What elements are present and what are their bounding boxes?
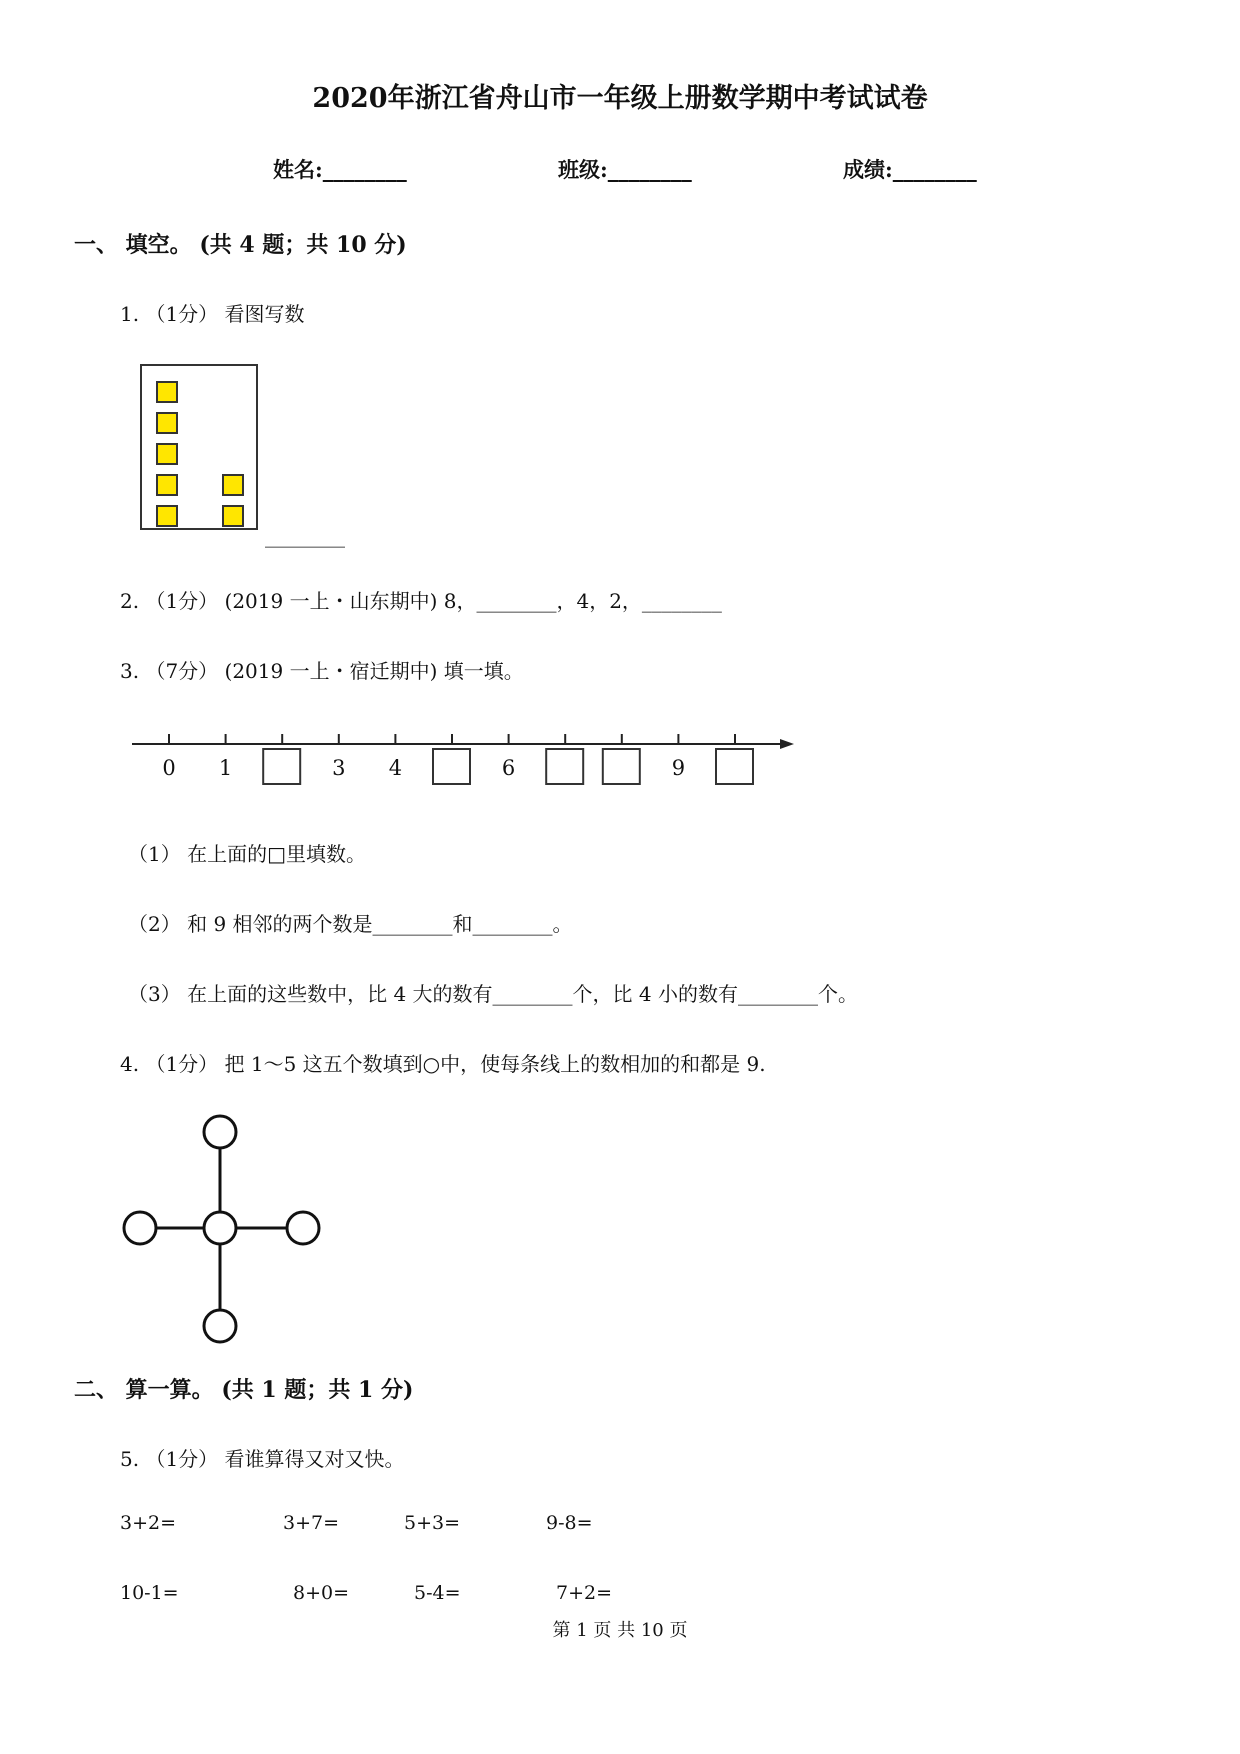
expression: 3+2= bbox=[120, 1512, 177, 1534]
question-3-sub-3: （3） 在上面的这些数中，比 4 大的数有________个，比 4 小的数有________个。 bbox=[128, 982, 858, 1006]
circle-right bbox=[287, 1212, 319, 1244]
question-1: 1. （1分） 看图写数 bbox=[120, 302, 305, 326]
number-line-figure bbox=[130, 725, 800, 795]
number-line-arrow bbox=[780, 739, 794, 749]
expression: 7+2= bbox=[556, 1582, 613, 1604]
expression: 10-1= bbox=[120, 1582, 179, 1604]
score-field-label: 成绩:________ bbox=[843, 157, 977, 182]
circle-top bbox=[204, 1116, 236, 1148]
number-line-empty-box bbox=[546, 749, 583, 784]
yellow-square bbox=[223, 506, 243, 526]
question-5: 5. （1分） 看谁算得又对又快。 bbox=[120, 1447, 405, 1471]
number-line-label: 4 bbox=[388, 756, 403, 780]
name-field-label: 姓名:________ bbox=[273, 157, 407, 182]
section-2-heading: 二、 算一算。 (共 1 题；共 1 分) bbox=[74, 1377, 414, 1403]
expression: 5+3= bbox=[404, 1512, 461, 1534]
question-3-sub-2: （2） 和 9 相邻的两个数是________和________。 bbox=[128, 912, 573, 936]
circle-bottom bbox=[204, 1310, 236, 1342]
number-line-empty-box bbox=[263, 749, 300, 784]
yellow-square bbox=[157, 444, 177, 464]
expression: 9-8= bbox=[546, 1512, 593, 1534]
expression: 5-4= bbox=[414, 1582, 461, 1604]
class-field-label: 班级:________ bbox=[558, 157, 692, 182]
number-line-label: 3 bbox=[332, 756, 346, 780]
page-footer: 第 1 页 共 10 页 bbox=[552, 1620, 688, 1641]
yellow-square bbox=[223, 475, 243, 495]
number-line-label: 0 bbox=[162, 756, 176, 780]
yellow-square bbox=[157, 413, 177, 433]
expression: 8+0= bbox=[293, 1582, 350, 1604]
yellow-square bbox=[157, 506, 177, 526]
number-line-empty-box bbox=[716, 749, 753, 784]
question-1-answer-blank: ________ bbox=[265, 524, 345, 548]
question-2: 2. （1分） (2019 一上・山东期中) 8，________，4，2，________ bbox=[120, 589, 722, 613]
number-line-label: 6 bbox=[501, 756, 516, 780]
number-line-label: 1 bbox=[218, 756, 233, 780]
exam-title: 2020年浙江省舟山市一年级上册数学期中考试试卷 bbox=[312, 83, 928, 114]
section-1-heading: 一、 填空。 (共 4 题；共 10 分) bbox=[74, 232, 407, 258]
question-3-sub-1: （1） 在上面的□里填数。 bbox=[128, 842, 366, 866]
circle-left bbox=[124, 1212, 156, 1244]
question-1-squares-figure bbox=[138, 362, 338, 542]
question-4: 4. （1分） 把 1～5 这五个数填到○中，使每条线上的数相加的和都是 9. bbox=[120, 1052, 766, 1076]
circle-cross-figure bbox=[115, 1115, 335, 1335]
circle-center bbox=[204, 1212, 236, 1244]
question-3: 3. （7分） (2019 一上・宿迁期中) 填一填。 bbox=[120, 659, 524, 683]
expression: 3+7= bbox=[283, 1512, 340, 1534]
number-line-label: 9 bbox=[671, 756, 686, 780]
number-line-empty-box bbox=[603, 749, 640, 784]
yellow-square bbox=[157, 475, 177, 495]
yellow-square bbox=[157, 382, 177, 402]
number-line-empty-box bbox=[433, 749, 470, 784]
